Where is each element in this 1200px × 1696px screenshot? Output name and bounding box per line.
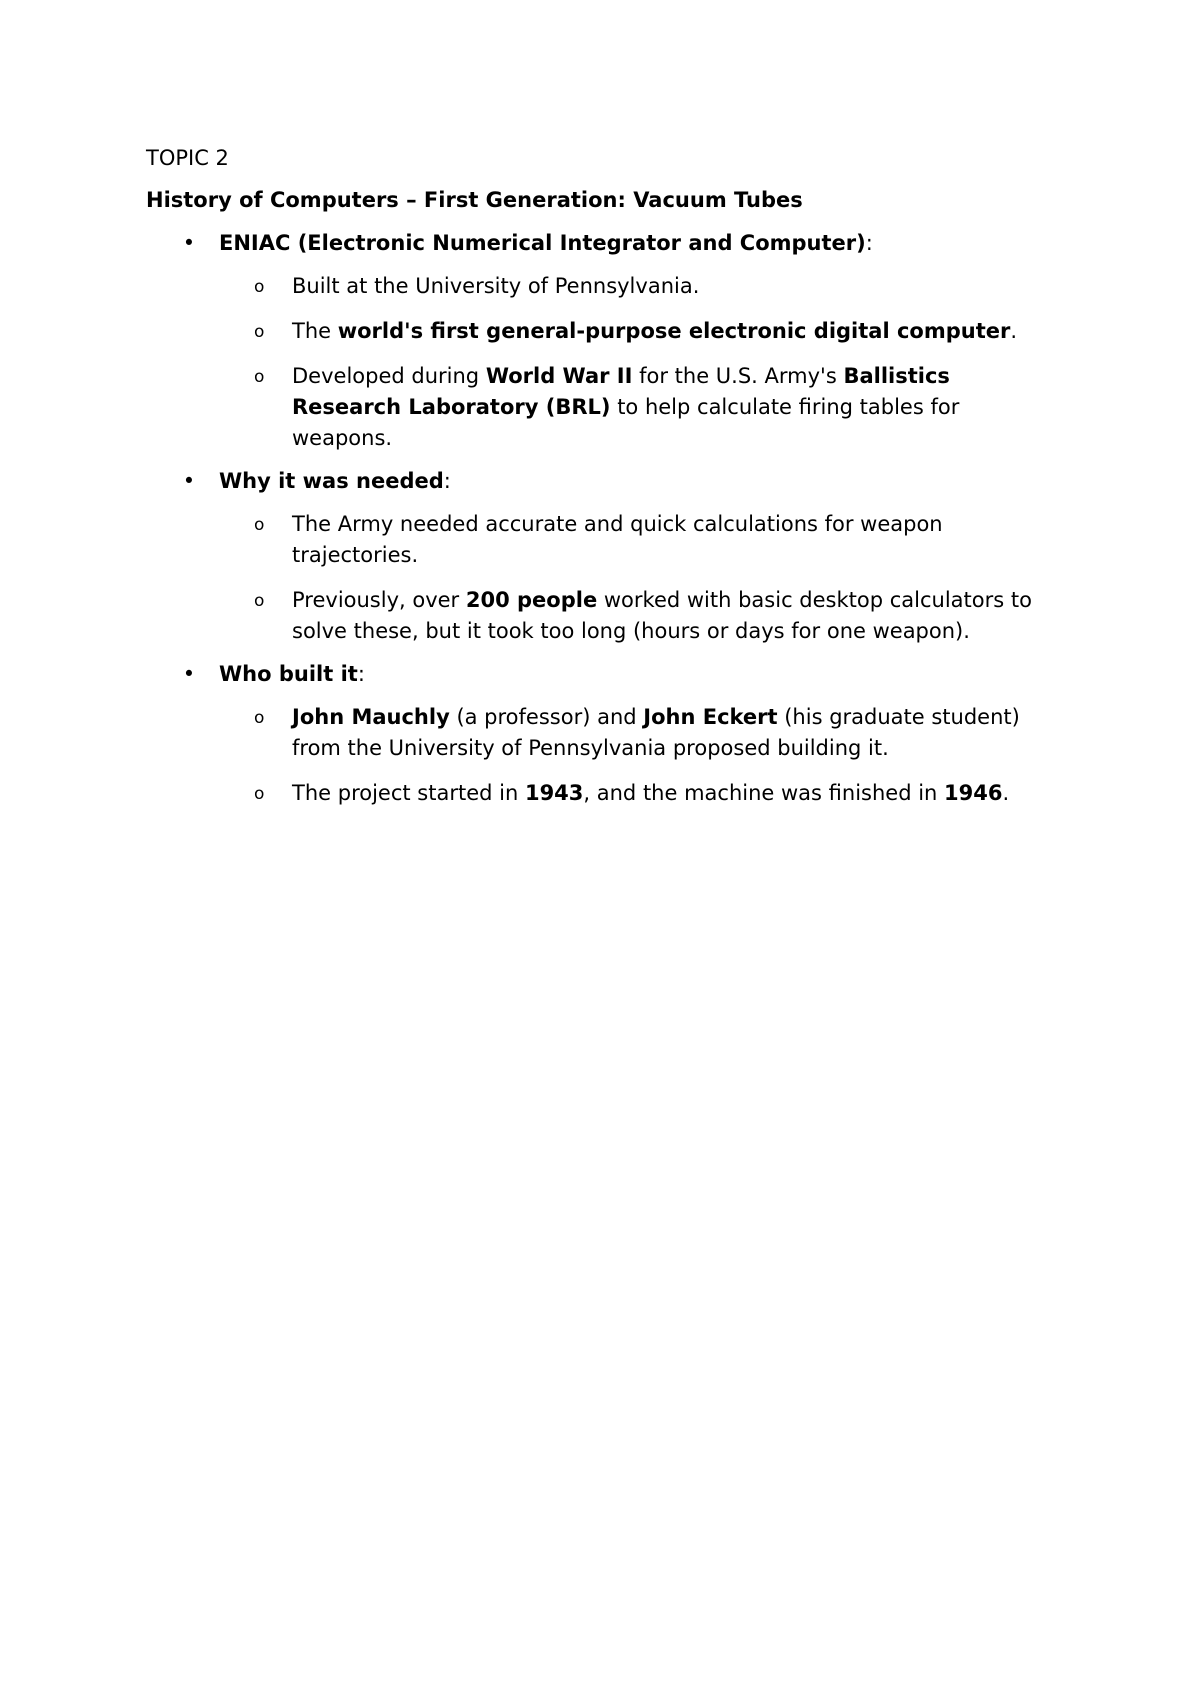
sub-list-item [146,361,1066,454]
topic-label: TOPIC 2 [146,146,229,170]
text-run: (his graduate student) from the University of Pennsylvania proposed building it. [292,705,1020,760]
sub-list-item [146,778,1066,809]
text-run: to help calculate firing tables for weapons. [292,395,960,450]
bullet-icon: • [182,662,196,686]
sub-bullet-icon: o [254,277,265,297]
sub-bullet-icon: o [254,591,265,611]
sub-item-text [292,585,1066,647]
bold-run: World War II [485,364,633,388]
section-item [146,659,1066,809]
sub-item-text [292,509,1066,571]
bold-run: 1943 [524,781,584,805]
section-heading-bold: Who built it [219,662,358,686]
sub-list-item [146,509,1066,571]
sub-bullet-icon: o [254,708,265,728]
sub-item-text [292,316,1066,347]
text-run: (a professor) and [449,705,644,729]
sub-list-item [146,316,1066,347]
sub-list [219,702,1066,809]
text-run: The Army needed accurate and quick calculations for weapon trajectories. [292,512,943,567]
section-heading-tail: : [443,469,451,493]
section-list [146,228,1066,809]
sub-list-item [146,585,1066,647]
sub-item-text [292,778,1066,809]
document-title: History of Computers – First Generation: Vacuum Tubes [146,188,803,212]
text-run: The project started in [292,781,525,805]
sub-list [219,271,1066,454]
sub-bullet-icon: o [254,784,265,804]
text-run: Developed during [292,364,486,388]
bullet-icon: • [182,469,196,493]
sub-list-item [146,702,1066,764]
section-heading [219,662,365,686]
text-run: Previously, over [292,588,466,612]
section-heading-tail: : [865,231,873,255]
bold-run: John Eckert [643,705,778,729]
text-run: for the U.S. Army's [632,364,844,388]
section-heading [219,469,451,493]
bold-run: 200 people [465,588,598,612]
section-item [146,466,1066,647]
section-heading-bold: Why it was needed [219,469,444,493]
bold-run: John Mauchly [292,705,450,729]
section-item [146,228,1066,454]
sub-list [219,509,1066,647]
sub-item-text [292,702,1066,764]
sub-item-text [292,361,1066,454]
bullet-icon: • [182,231,196,255]
text-run: worked with basic desktop calculators to solve these, but it took too long (hours or days for one weapon). [292,588,1032,643]
section-heading-bold: ENIAC (Electronic Numerical Integrator and Computer) [219,231,866,255]
text-run: The [292,319,338,343]
text-run: . [1002,781,1010,805]
bold-run: 1946 [944,781,1003,805]
bold-run: Ballistics Research Laboratory (BRL) [292,364,950,419]
sub-item-text [292,271,1066,302]
bold-run: world's first general-purpose electronic digital computer [337,319,1011,343]
text-run: , and the machine was finished in [583,781,945,805]
section-heading-tail: : [357,662,365,686]
document-page [146,143,1066,821]
sub-bullet-icon: o [254,515,265,535]
text-run: Built at the University of Pennsylvania. [292,274,700,298]
text-run: . [1010,319,1018,343]
sub-list-item [146,271,1066,302]
sub-bullet-icon: o [254,322,265,342]
sub-bullet-icon: o [254,367,265,387]
section-heading [219,231,873,255]
